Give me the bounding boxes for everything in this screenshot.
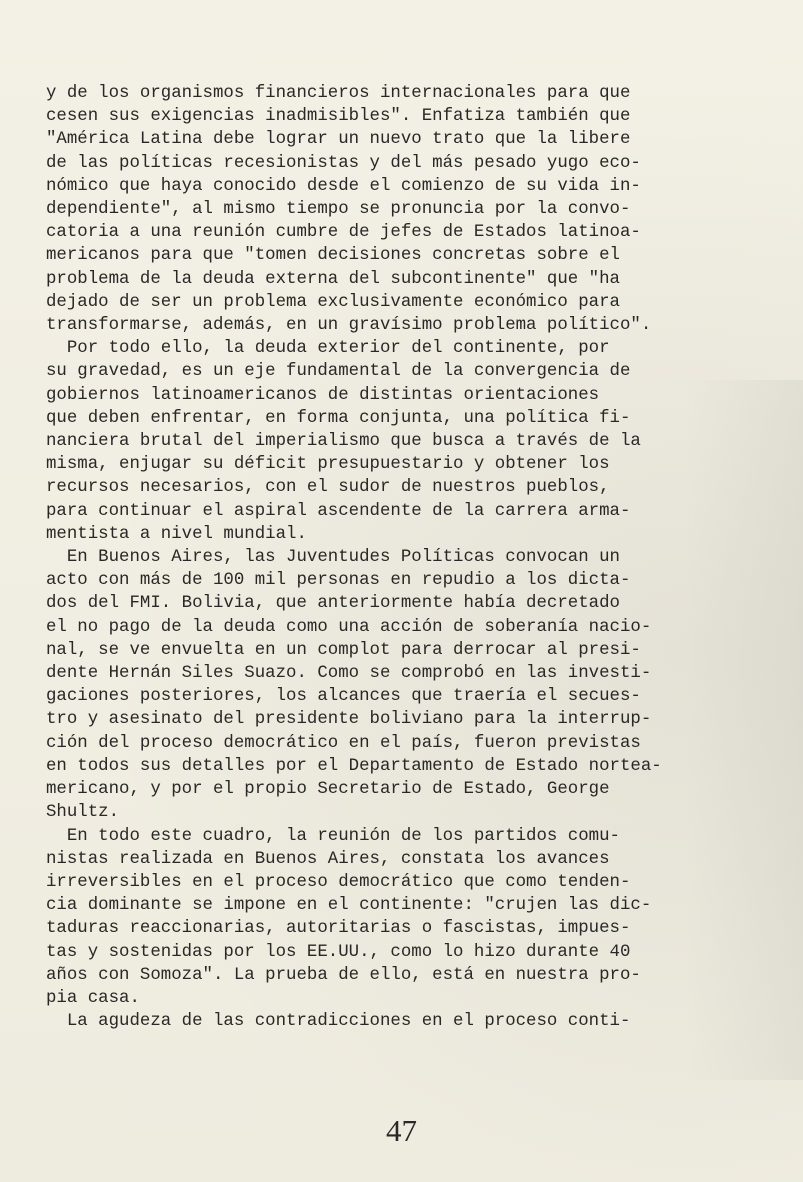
text-line: En todo este cuadro, la reunión de los partidos comu- (46, 826, 620, 846)
text-line: dejado de ser un problema exclusivamente económico para (46, 292, 620, 312)
text-line: cesen sus exigencias inadmisibles". Enfatiza también que (46, 107, 631, 127)
text-line: ción del proceso democrático en el país, fueron previstas (46, 733, 641, 753)
text-line: dos del FMI. Bolivia, que anteriormente había decretado (46, 594, 620, 614)
text-line: acto con más de 100 mil personas en repudio a los dicta- (46, 571, 631, 591)
text-line: La agudeza de las contradicciones en el proceso conti- (46, 1012, 631, 1032)
text-line: problema de la deuda externa del subcontinente" que "ha (46, 269, 620, 289)
text-line: transformarse, además, en un gravísimo problema político". (46, 316, 652, 336)
text-line: nistas realizada en Buenos Aires, constata los avances (46, 849, 610, 869)
text-line: gobiernos latinoamericanos de distintas orientaciones (46, 385, 600, 405)
text-line: para continuar el aspiral ascendente de la carrera arma- (46, 501, 631, 521)
text-line: nómico que haya conocido desde el comienzo de su vida in- (46, 176, 641, 196)
text-line: En Buenos Aires, las Juventudes Políticas convocan un (46, 548, 620, 568)
text-line: de las políticas recesionistas y del más pesado yugo eco- (46, 153, 641, 173)
text-line: misma, enjugar su déficit presupuestario y obtener los (46, 455, 610, 475)
text-line: el no pago de la deuda como una acción de soberanía nacio- (46, 617, 652, 637)
text-line: dependiente", al mismo tiempo se pronuncia por la convo- (46, 200, 631, 220)
text-line: tro y asesinato del presidente boliviano para la interrup- (46, 710, 652, 730)
text-line: dente Hernán Siles Suazo. Como se comprobó en las investi- (46, 664, 652, 684)
text-line: Shultz. (46, 803, 120, 823)
text-line: cia dominante se impone en el continente: "crujen las dic- (46, 896, 652, 916)
text-line: en todos sus detalles por el Departamento de Estado nortea- (46, 756, 662, 776)
text-line: mericano, y por el propio Secretario de Estado, George (46, 780, 610, 800)
text-line: gaciones posteriores, los alcances que traería el secues- (46, 687, 641, 707)
body-text (46, 82, 746, 1033)
text-line: "América Latina debe lograr un nuevo trato que la libere (46, 130, 631, 150)
text-line: mentista a nivel mundial. (46, 524, 307, 544)
text-line: años con Somoza". La prueba de ello, está en nuestra pro- (46, 965, 641, 985)
text-line: nanciera brutal del imperialismo que busca a través de la (46, 432, 641, 452)
text-line: irreversibles en el proceso democrático que como tenden- (46, 872, 631, 892)
text-line: y de los organismos financieros internacionales para que (46, 84, 631, 103)
text-line: catoria a una reunión cumbre de jefes de Estados latinoa- (46, 223, 641, 243)
text-line: Por todo ello, la deuda exterior del continente, por (46, 339, 610, 359)
text-line: su gravedad, es un eje fundamental de la convergencia de (46, 362, 631, 382)
text-line: taduras reaccionarias, autoritarias o fascistas, impues- (46, 919, 631, 939)
text-line: nal, se ve envuelta en un complot para derrocar al presi- (46, 640, 641, 660)
text-line: mericanos para que "tomen decisiones concretas sobre el (46, 246, 620, 266)
text-line: recursos necesarios, con el sudor de nuestros pueblos, (46, 478, 610, 498)
text-line: tas y sostenidas por los EE.UU., como lo hizo durante 40 (46, 942, 631, 962)
text-line: que deben enfrentar, en forma conjunta, una política fi- (46, 408, 631, 428)
page-number: 47 (386, 1113, 417, 1148)
text-line: pia casa. (46, 988, 140, 1008)
